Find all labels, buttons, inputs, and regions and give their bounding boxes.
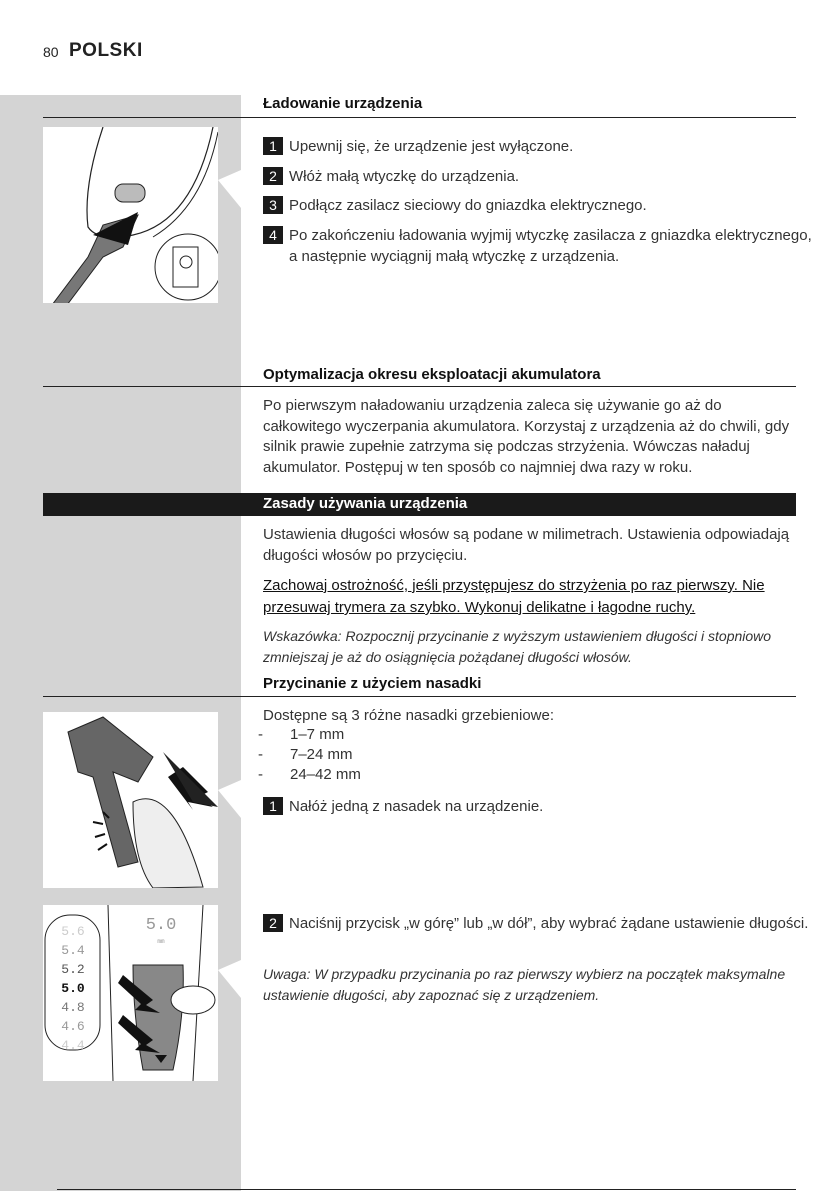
section-title-battery: Optymalizacja okresu eksploatacji akumulatora (263, 366, 601, 383)
step-text: Nałóż jedną z nasadek na urządzenie. (289, 798, 544, 815)
divider (43, 117, 796, 118)
display-value: 5.0 (61, 981, 85, 996)
display-value: 5.6 (61, 924, 85, 939)
step-text: Po zakończeniu ładowania wyjmij wtyczkę zasilacza z gniazdka elektrycznego, a następnie wyciągnij małą wtyczkę z urządzenia. (289, 227, 812, 265)
list-item: 1–7 mm (290, 726, 345, 743)
divider (43, 386, 796, 387)
section-title-comb: Przycinanie z użyciem nasadki (263, 675, 482, 692)
display-unit: mm (157, 938, 165, 945)
usage-text: Ustawienia długości włosów są podane w milimetrach. Ustawienia odpowiadają długości włosów po przycięciu. (263, 526, 790, 564)
length-setting-illustration (43, 905, 218, 1081)
comb-intro: Dostępne są 3 różne nasadki grzebieniowe: (263, 707, 555, 724)
callout-pointer (218, 780, 241, 818)
step-text: Naciśnij przycisk „w górę” lub „w dół”, aby wybrać żądane ustawienie długości. (289, 915, 809, 932)
divider (43, 696, 796, 697)
step-number: 1 (263, 137, 283, 155)
display-current: 5.0 (145, 916, 177, 935)
step-number: 4 (263, 226, 283, 244)
step-text: Upewnij się, że urządzenie jest wyłączone. (289, 138, 574, 155)
charging-illustration (43, 127, 218, 303)
section-title-charging: Ładowanie urządzenia (263, 95, 423, 112)
step-number: 2 (263, 167, 283, 185)
comb-step (263, 913, 819, 934)
display-value: 4.4 (61, 1038, 85, 1053)
comb-step (263, 796, 819, 817)
list-item: 24–42 mm (290, 766, 361, 783)
page-number: 80 (43, 44, 59, 60)
list-dash: - (258, 726, 263, 743)
usage-tip: Wskazówka: Rozpocznij przycinanie z wyższym ustawieniem długości i stopniowo zmniejszaj je aż do osiągnięcia pożądanej długości włosów. (263, 628, 772, 665)
comb-note: Uwaga: W przypadku przycinania po raz pierwszy wybierz na początek maksymalne ustawienie długości, aby zapoznać się z urządzeniem. (263, 966, 786, 1003)
callout-pointer (218, 170, 241, 208)
charging-step (263, 195, 819, 216)
list-dash: - (258, 766, 263, 783)
section-title-usage: Zasady używania urządzenia (263, 495, 468, 512)
display-value: 5.4 (61, 943, 85, 958)
footer-divider (57, 1189, 796, 1190)
comb-attach-illustration (43, 712, 218, 888)
display-value: 4.8 (61, 1000, 85, 1015)
language-heading: POLSKI (69, 40, 143, 61)
charging-step (263, 166, 819, 187)
step-text: Podłącz zasilacz sieciowy do gniazdka elektrycznego. (289, 197, 647, 214)
charging-step (263, 225, 819, 267)
battery-text: Po pierwszym naładowaniu urządzenia zaleca się używanie go aż do całkowitego wyczerpania akumulatora. Korzystaj z urządzenia aż do chwili, gdy silnik prawie zupełnie zatrzyma się podczas strzyżenia. Wówczas naładuj akumulator. Postępuj w ten sposób co najmniej dwa razy w roku. (263, 397, 790, 476)
section-bar-usage (43, 493, 796, 516)
callout-pointer (218, 960, 241, 998)
step-number: 3 (263, 196, 283, 214)
list-item: 7–24 mm (290, 746, 353, 763)
step-number: 1 (263, 797, 283, 815)
step-text: Włóż małą wtyczkę do urządzenia. (289, 168, 520, 185)
display-value: 4.6 (61, 1019, 85, 1034)
list-dash: - (258, 746, 263, 763)
display-value: 5.2 (61, 962, 85, 977)
charging-step (263, 136, 819, 157)
step-number: 2 (263, 914, 283, 932)
usage-warning: Zachowaj ostrożność, jeśli przystępujesz do strzyżenia po raz pierwszy. Nie przesuwaj trymera za szybko. Wykonuj delikatne i łagodne ruchy. (263, 577, 765, 616)
